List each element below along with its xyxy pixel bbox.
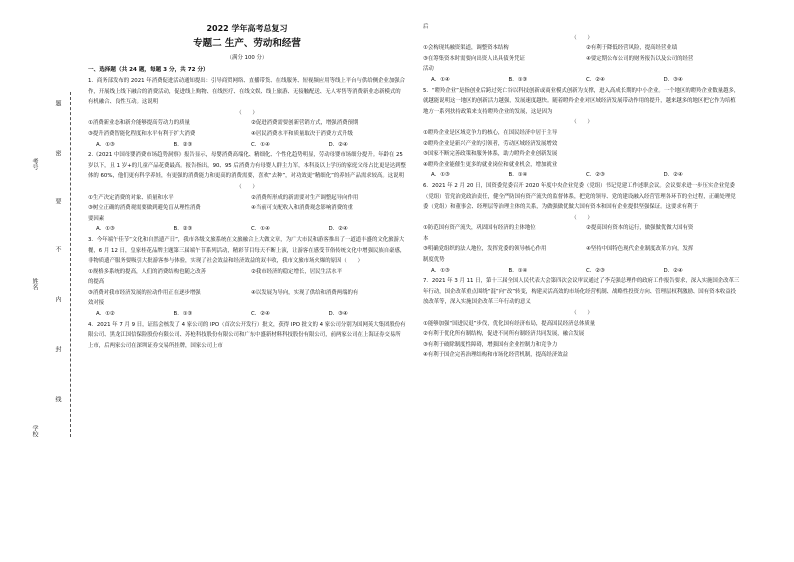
statement-continuation: 要因素 [88,215,105,222]
question-4-continued: 后 [423,24,429,30]
label-name: 姓名 [31,278,38,290]
answer-bracket: （ ） [571,119,593,126]
statement-continuation: 制度优势 [423,257,445,264]
seal-line [70,92,71,437]
answer-choices [96,224,406,235]
answer-choices [431,266,741,277]
choice: A．①③ [431,172,450,179]
full-score: （满分 100 分） [226,55,268,61]
choice: A．①③ [96,141,115,148]
exam-subtitle: 专题二 生产、劳动和经营 [193,38,301,49]
answer-choices [431,170,741,181]
choice: D．③④ [663,76,683,83]
statement: ③明确党组织的法人地位，发挥党委的领导核心作用 [423,246,547,253]
choice: D．③④ [328,311,348,318]
statement: ④当前可支配收入和消费观念影响消费的重 [251,205,353,212]
statement-continuation: 的提高 [88,279,105,286]
answer-bracket: （ ） [571,310,593,317]
seal-token: 内 [54,296,61,302]
statement: ③国家不断完善政策和服务体系，助力瞪羚企业创新发展 [423,151,558,158]
answer-bracket: （ ） [236,109,258,116]
statement: ④坚持中国特色现代企业制度改革方向，发挥 [586,246,694,253]
question-5: 5．“瞪羚企业”是指创业后跨过死亡谷以科技创新或商业模式创新为支撑，进入高成长期的中小企业。一个地区的瞪羚企业数量越多，就越能说明这一地区的创新活力越强，发展速度越快。随着瞪羚企业对区域经济发展带动作用的提升，越来越多的地区把它作为培植地方一系列扶持政策来支持瞪羚企业的发展，这是因为 [423,87,740,115]
statement: ②有利于优化所有制结构，促进不同所有制经济共同发展，融合发展 [423,331,585,338]
statement: ②瞪羚企业是新兴产业的引领者，劳动区域经济发展增效 [423,140,558,147]
statement: ④以发展为导向，实现了供给和消费两端的有 [251,289,359,296]
label-exam-number: 考号 [31,158,38,170]
answer-bracket: （ ） [571,214,593,221]
answer-bracket: （ ） [571,34,593,41]
statement-continuation: 活动 [423,66,434,73]
statement: ②我市经济的稳定增长，居民生活水平 [251,268,343,275]
statement: ①消费新业态和新介能够提高劳动力的质量 [88,120,190,127]
seal-token: 封 [54,346,61,352]
choice: A．①③ [96,226,115,233]
seal-token: 不 [54,246,61,252]
statement: ①生产决定消费的对象、质量和水平 [88,194,174,201]
question-4: 4．2021 年 7 月 9 日，证监会核发了 4 家公司的 IPO（首次公开发行）批文，获得 IPO 批文的 4 家公司分别为国网英大集团股份有限公司、黑龙江国信保险股份有限公司、苏枪科技股份有限公司和广东中盛新材料科技股份有限公司，前两家公司在上海证券交易所上市，后两家公司在深圳证券交易所挂牌，国家公司上市 [88,321,406,349]
statement-options [423,128,741,170]
statement: ①能够加强“国进民退”步伐，优化国有经济布局，提高国民经济总体质量 [423,320,596,327]
statement: ①防范国有资产流失，巩固国有经济的主体地位 [423,225,536,232]
statement: ②促进消费需要创新营销方式，增强消费预期 [251,120,359,127]
statement-options [88,267,406,278]
choice: B．①③ [173,311,193,318]
choice: B．②③ [173,226,193,233]
choice: B．②③ [173,141,193,148]
exam-title: 2022 学年高考总复习 [206,24,288,33]
seal-token: 要 [54,198,61,204]
statement-options [88,118,406,139]
right-column [423,22,741,361]
statement: ④要定期公布公司的财务报告以及公司的经营 [586,55,694,62]
statement-options [423,319,741,361]
question-2: 2.《2021 中国母婴消费市场趋势洞察》报告显示，母婴消费高端化、精细化、个性化趋势明显，劳动母婴市场细分提升。年龄在 25 岁以下，且 1 岁+的儿童产品花费最高。报告指出，90、95 后消费力有母婴人群主力军，本科及以上学历的家庭父母占比更是达到整体的 60%，他们更有科学养娃，有更强的消费能力和更高的消费需要，喜欢“去种”，对功效更“精细化”的养娃产品需求较高。这说明 [88,152,406,180]
seal-token: 题 [54,100,61,106]
statement: ③有利于破除制度性障碍，增强国有企业控制力和竞争力 [423,341,558,348]
choice: D．②④ [328,141,348,148]
choice: B．①③ [508,76,528,83]
answer-choices [96,309,406,320]
left-column [88,22,406,351]
statement-continuation: 效对接 [88,300,105,307]
answer-choices [431,75,741,86]
choice: A．①② [96,311,115,318]
question-7: 7．2021 年 3 月 11 日，第十三届全国人民代表大会第四次会议审议通过了李克强总理作的政府工作报告要求，深入实施国企改革三年行动，国企改革重点围绕“混”向“改”转变，构建灵活高效的市场化经营机制、战略性投资方向、管理层权利激励、国有资本收益投放改革等，深入实施国企改革三年行动的意义 [423,278,740,306]
choice: C．②③ [586,172,605,179]
choice: D．②④ [328,226,348,233]
statement: ②提高国有资本的运行，做强做优做大国有资 [586,225,694,232]
statement: ②消费所形成的新需要对生产调整起导向作用 [251,194,359,201]
question-3: 3．今年端午佳节“文化和自然遗产日”，我市各级文旅系统在文旅融合上大做文章，为广大市民和游客推出了一道道丰盛的文化旅游大餐，6 月 12 日，皇家桂花品牌主题第三届端午节系列活动，精彩节目每天不断上演，让游客在感受节俗传统文化中增强民族自豪感，非物质遗产服务要吸引大批游客参与体验，实现了社会效益和经济效益的双丰收，我市文旅市场火爆的原因（ ） [88,236,406,265]
choice: A．①③ [431,267,450,274]
question-1: 1．商务部发布的 2021 年消费促进活动通知提出：引导商贸网络、直播带货、在线服务、短视频应用等线上平台与供给侧企业加强合作，开展线上线下融合的消费活动，促进线上购物、在线医疗、在线文娱、线上旅游、无接触配送、无人零售等消费新业态新模式的有机融合、良性互动。这说明 [88,78,406,106]
statement: ①规格多系统的提高，人们的消费结构也随之改善 [88,268,207,275]
choice: A．①④ [431,76,450,83]
answer-bracket: （ ） [236,183,258,190]
choice: C．②④ [251,311,270,318]
statement: ④瞪羚企业能催生更多的就业岗位和就业机会，增加就业 [423,161,558,168]
statement: ③在筹集资本时需要向出资人出具债务凭证 [423,55,525,62]
statement: ①会构现其融资渠道，调整资本结构 [423,45,509,52]
statement: ③树立正确的消费观需要做到避免盲从理性消费 [88,205,201,212]
statement-options [423,223,741,234]
choice: B．①④ [508,267,528,274]
statement: ②有利于降低经营风险，提高经营业绩 [586,45,678,52]
section-heading: 一、选择题（共 24 题，每题 3 分，共 72 分） [88,67,209,73]
choice: C．②④ [586,76,605,83]
statement-options [423,244,741,255]
choice: C．②③ [586,267,605,274]
seal-token: 线 [54,396,61,402]
statement: ③提升消费智能化程度和水平有利于扩大消费 [88,130,196,137]
label-school: 学校 [31,425,38,437]
choice: D．②④ [663,267,683,274]
seal-token: 密 [54,150,61,156]
choice: B．①④ [508,172,528,179]
binding-margin [0,0,80,562]
statement-options [88,288,406,299]
statement: ①瞪羚企业是区域竞争力的核心，在国民经济中居于主导 [423,129,558,136]
statement: ③消费对我市经济发展的拉动作用正在逐步增强 [88,289,201,296]
choice: C．①④ [251,226,270,233]
statement: ④有利于国企完善治理结构和市场化经营机制，提高经济效益 [423,352,568,359]
question-6: 6．2021 年 2 月 20 日，国资委党委召开 2020 年度中央企业党委（党组）书记党建工作述职会议。会议要求进一步压实企业党委（党组）管党治党政治责任，健全严防国有资产流失的监督体系，把党的领导、党的建设融入经营管理各环节的全过程，正确处理党委（党组）和董事会、经理层等治理主体的关系，为做强做优做大国有资本和国有企业提供坚强保证。这要求有利于 [423,182,736,211]
statement: ④居民消费水平和质量取决于消费方式升级 [251,130,353,137]
choice: D．②④ [663,172,683,179]
answer-choices [96,140,406,151]
statement-options [423,43,741,64]
statement-continuation: 本 [423,235,429,242]
choice: C．①④ [251,141,270,148]
statement-options [88,193,406,214]
